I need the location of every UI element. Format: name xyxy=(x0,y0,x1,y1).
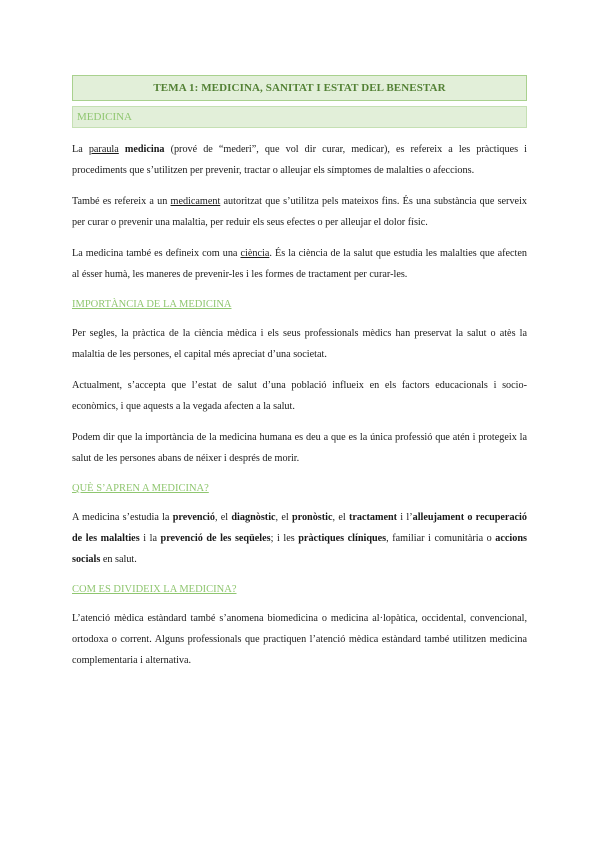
text-run: (prové de “mederi”, que vol dir curar, medicar), es refereix a les pràctiques i procediments que s’utilitzen per prevenir, tractar o alleujar els símptomes de malalties o afeccions. xyxy=(72,144,528,176)
paragraph-medicament xyxy=(72,191,527,233)
text-run: A medicina s’estudia la xyxy=(72,512,173,523)
bold-term: alleujament o recuperació de les malalties xyxy=(72,512,527,544)
underlined-term-medicament: medicament xyxy=(170,196,221,207)
text-run: i la xyxy=(139,533,161,544)
paragraph-ciencia xyxy=(72,243,527,285)
paragraph-actualment: Actualment, s’accepta que l’estat de salut d’una població influeix en els factors educacionals i socio-econòmics, i que aquests a la vegada afecten a la salut. xyxy=(72,380,527,412)
bold-term: pronòstic xyxy=(291,512,333,523)
text-run: La medicina també es defineix com una xyxy=(72,248,241,259)
paragraph-definition xyxy=(72,139,527,181)
bold-term: prevenció xyxy=(172,512,215,523)
bold-term: accions socials xyxy=(72,533,527,565)
heading-com-es-divideix: COM ES DIVIDEIX LA MEDICINA? xyxy=(72,584,237,595)
text-run: , el xyxy=(214,512,232,523)
paragraph-atencio: L’atenció mèdica estàndard també s’anomena biomedicina o medicina al·lopàtica, occidental, convencional, ortodoxa o corrent. Alguns professionals que practiquen l’atenció mèdica estàndard també utilitzen medicina complementaria i alternativa. xyxy=(72,613,527,666)
paragraph-podem-dir: Podem dir que la importància de la medicina humana es deu a que es la única professió que atén i protegeix la salut de les persones abans de néixer i després de morir. xyxy=(72,432,527,464)
text-run: en salut. xyxy=(100,554,137,565)
bold-term-medicina: medicina xyxy=(124,144,165,155)
bold-term: prevenció de les seqüeles xyxy=(160,533,271,544)
text-run: , el xyxy=(275,512,292,523)
text-run: , familiar i comunitària o xyxy=(386,533,496,544)
text-run: . És la ciència de la salut que estudia les malalties que afecten al ésser humà, les maneres de prevenir-les i les formes de tractament per curar-les. xyxy=(72,248,527,280)
bold-term: pràctiques clíniques xyxy=(298,533,387,544)
document-page xyxy=(72,75,527,671)
paragraph-estudis xyxy=(72,507,527,570)
bold-term: tractament xyxy=(348,512,398,523)
paragraph-segles: Per segles, la pràctica de la ciència mèdica i els seus professionals mèdics han preservat la salut o atès la malaltia de les persones, el capital més apreciat d’una societat. xyxy=(72,328,527,360)
text-run: ; i les xyxy=(270,533,299,544)
document-title: TEMA 1: MEDICINA, SANITAT I ESTAT DEL BENESTAR xyxy=(72,75,527,101)
section-heading-medicina: MEDICINA xyxy=(72,106,527,128)
underlined-term-paraula: paraula xyxy=(88,144,119,155)
text-run: i l’ xyxy=(397,512,413,523)
underlined-term-ciencia: ciència xyxy=(240,248,270,259)
heading-importancia: IMPORTÀNCIA DE LA MEDICINA xyxy=(72,299,232,310)
text-run: , el xyxy=(332,512,349,523)
text-run: També es refereix a un xyxy=(72,196,171,207)
text-run: autoritzat que s’utilitza pels mateixos fins. És una substància que serveix per curar o prevenir una malaltia, per reduir els seus efectes o per alleujar el dolor físic. xyxy=(72,196,527,228)
heading-que-s-apren: QUÈ S’APREN A MEDICINA? xyxy=(72,483,209,494)
bold-term: diagnòstic xyxy=(231,512,276,523)
text-run: La xyxy=(72,144,89,155)
